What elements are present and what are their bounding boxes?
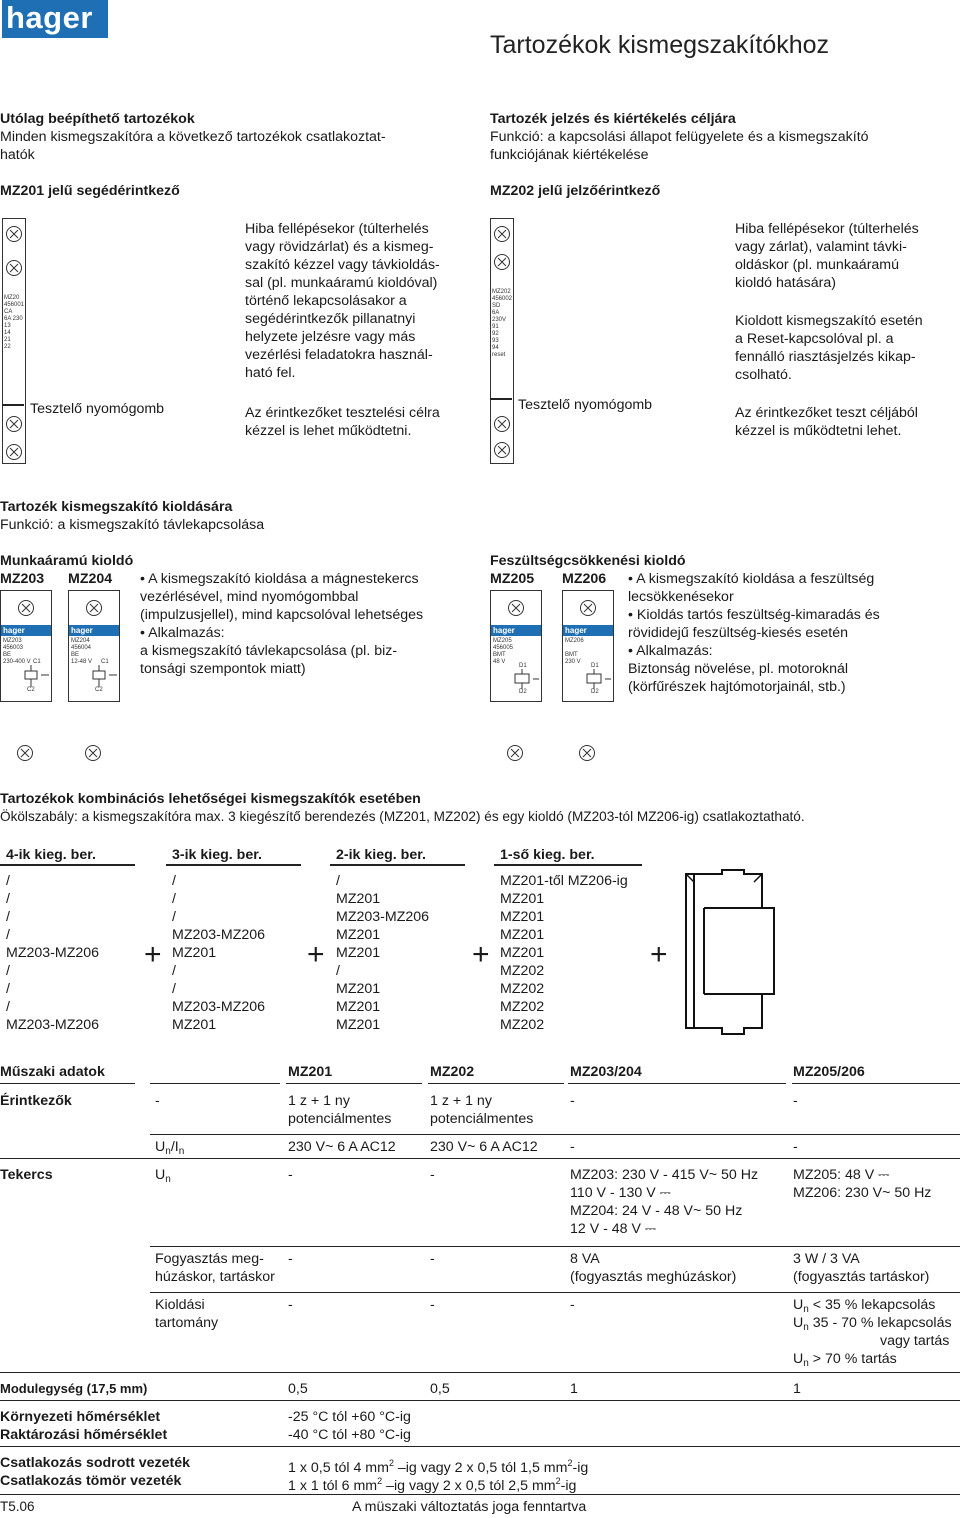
plus-sign: + (650, 938, 668, 971)
screw-icon (5, 225, 23, 243)
coil-symbol-icon (21, 665, 51, 687)
col-header-1st: 1-ső kieg. ber. (500, 847, 595, 863)
coil-terminal: C1 (33, 659, 41, 665)
screw-icon (85, 599, 103, 617)
mz201-description: Hiba fellépésekor (túlterhelés vagy rövidzárlat) és a kismeg- szakító kézzel vagy távkioldás- sal (pl. munkaáramú kioldóval) történő lekapcsolásakor a segédérintkezők pillanatnyi helyzete jelzésre vagy más vezérlési feladatokra használ- ható fel. (245, 221, 440, 381)
screw-icon (507, 599, 525, 617)
hager-tag: hager (491, 625, 541, 636)
combo-col-2nd: / MZ201 MZ203-MZ206 MZ201 MZ201 / MZ201 MZ201 MZ201 (336, 873, 430, 1033)
coil-terminal: D1 (519, 663, 527, 669)
undervoltage-bullets: • A kismegszakító kioldása a feszültség lecsökkenésekor • Kioldás tartós feszültség-kimaradás és rövididejű feszültség-kiesés esetén • Alkalmazás: Biztonság növelése, pl. motoroknál (körfűrészek hajtómotorjainál, stb.) (628, 571, 880, 695)
row-range-label: Kioldási tartomány (155, 1297, 219, 1331)
hager-logo: hager (2, 0, 108, 38)
mz201-test-button-label: Tesztelő nyomógomb (30, 401, 165, 417)
range-mz203-204: - (570, 1297, 575, 1313)
un-in-mz205: - (793, 1139, 798, 1155)
left-intro: Minden kismegszakítóra a következő tartozékok csatlakoztat- hatók (0, 129, 386, 163)
hager-tag: hager (69, 625, 119, 636)
col-header-4th: 4-ik kieg. ber. (6, 847, 96, 863)
mz202-test-button-label: Tesztelő nyomógomb (518, 397, 653, 413)
coil-terminal: C2 (95, 687, 103, 693)
mz201-test-note: Az érintkezőket tesztelési célra kézzel is lehet működtetni. (245, 405, 440, 439)
row-un-label: $U_n$ (155, 1167, 171, 1185)
combo-col-4th: / / / / MZ203-MZ206 / / / MZ203-MZ206 (6, 873, 100, 1033)
release-intro: Funkció: a kismegszakító távlekapcsolása (0, 517, 265, 533)
mz205-module-label: MZ205 456005 BMT 48 V (493, 638, 514, 665)
specs-col-mz202: MZ202 (430, 1064, 475, 1080)
contacts-cell-mz202: 1 z + 1 ny potenciálmentes (430, 1093, 534, 1127)
screw-icon (84, 744, 102, 762)
specs-col-mz201: MZ201 (288, 1064, 333, 1080)
coil-symbol-icon (511, 669, 541, 689)
screw-icon (506, 744, 524, 762)
shunt-trip-bullets: • A kismegszakító kioldása a mágnestekercs vezérlésével, mind nyomógombbal (impulzusjellel), mind kapcsolóval lehetséges • Alkalmazás: a kismegszakító távlekapcsolása (pl. biz- tonsági szempontok miatt) (140, 571, 424, 677)
contacts-cell-mz201: 1 z + 1 ny potenciálmentes (288, 1093, 392, 1127)
right-intro: Funkció: a kapcsolási állapot felügyelete és a kismegszakító funkciójának kiértékelése (490, 129, 869, 163)
mz203-title: MZ203 (0, 571, 45, 587)
consumption-mz205-206: 3 W / 3 VA (fogyasztás tartáskor) (793, 1251, 930, 1285)
release-heading: Tartozék kismegszakító kioldására (0, 499, 233, 515)
mz204-title: MZ204 (68, 571, 113, 587)
page-number: T5.06 (0, 1499, 35, 1514)
left-heading: Utólag beépíthető tartozékok (0, 111, 195, 127)
screw-icon (493, 415, 511, 433)
screw-icon (579, 599, 597, 617)
row-module-label: Modulegység (17,5 mm) (0, 1381, 148, 1396)
mz201-subheading: MZ201 jelű segédérintkező (0, 183, 180, 199)
row-coil-label: Tekercs (0, 1167, 53, 1183)
mz205-title: MZ205 (490, 571, 535, 587)
screw-icon (493, 441, 511, 459)
mz202-reset-description: Kioldott kismegszakító esetén a Reset-kapcsolóval pl. a fennálló riasztásjelzés kikap- csolható. (735, 313, 923, 383)
coil-mz203-204: MZ203: 230 V - 415 V~ 50 Hz 110 V - 130 V ⎓ MZ204: 24 V - 48 V~ 50 Hz 12 V - 48 V ⎓ (570, 1167, 759, 1237)
screw-icon (5, 415, 23, 433)
coil-terminal: C1 (101, 659, 109, 665)
screw-icon (578, 744, 596, 762)
row-cable-label: Csatlakozás sodrott vezeték Csatlakozás tömör vezeték (0, 1455, 191, 1489)
module-mz202: 0,5 (430, 1381, 450, 1397)
mz202-module-label: MZ202 456002 SD 6A 230V 91 92 93 94 reset (492, 289, 513, 358)
page-title: Tartozékok kismegszakítókhoz (490, 31, 830, 59)
module-mz201: 0,5 (288, 1381, 308, 1397)
plus-sign: + (472, 938, 490, 971)
contacts-cell-mz205: - (793, 1093, 798, 1109)
test-button-marker (490, 398, 512, 400)
mz202-module-drawing (490, 218, 514, 464)
range-mz201: - (288, 1297, 293, 1313)
module-mz205-206: 1 (793, 1381, 801, 1397)
mz202-description: Hiba fellépésekor (túlterhelés vagy zárlat), valamint távki- oldáskor (pl. munkaáramú kioldó hatására) (735, 221, 919, 291)
plus-sign: + (144, 938, 162, 971)
env-values: -25 °C tól +60 °C-ig -40 °C tól +80 °C-ig (288, 1409, 411, 1443)
row-env-label: Környezeti hőmérséklet Raktározási hőmérséklet (0, 1409, 168, 1443)
contacts-cell-mz203: - (570, 1093, 575, 1109)
mz206-module-drawing (562, 590, 614, 702)
coil-terminal: C2 (27, 687, 35, 693)
mz203-module-label: MZ203 456003 BE 230-400 V (3, 638, 31, 665)
row-consumption-label: Fogyasztás meg- húzáskor, tartáskor (155, 1251, 275, 1285)
mz202-test-note: Az érintkezőket teszt céljából kézzel is működtetni lehet. (735, 405, 918, 439)
shunt-trip-subheading: Munkaáramú kioldó (0, 553, 134, 569)
mz202-subheading: MZ202 jelű jelzőérintkező (490, 183, 661, 199)
consumption-mz201: - (288, 1251, 293, 1267)
combination-rule: Ökölszabály: a kismegszakítóra max. 3 kiegészítő berendezés (MZ201, MZ202) és egy kioldó (MZ203-tól MZ206-ig) csatlakoztatható. (0, 809, 805, 824)
row-contacts-label: Érintkezők (0, 1093, 72, 1109)
range-mz205-206-line2: $U_n$ 35 - 70 % lekapcsolás (793, 1315, 952, 1333)
coil-mz201: - (288, 1167, 293, 1183)
col-header-2nd: 2-ik kieg. ber. (336, 847, 426, 863)
range-mz205-206-line4: $U_n > 70$ % tartás (793, 1351, 897, 1369)
mz201-module-label: MZ20 456001 CA 6A 230 13 14 21 22 (4, 295, 25, 350)
circuit-breaker-illustration (682, 868, 778, 1036)
consumption-mz202: - (430, 1251, 435, 1267)
mz204-module-drawing (68, 590, 120, 702)
combo-col-3rd: / / / MZ203-MZ206 MZ201 / / MZ203-MZ206 MZ201 (172, 873, 266, 1033)
range-mz205-206-line1: $U_n < 35$ % lekapcsolás (793, 1297, 936, 1315)
un-in-mz203: - (570, 1139, 575, 1155)
right-heading: Tartozék jelzés és kiértékelés céljára (490, 111, 736, 127)
coil-symbol-icon (583, 669, 613, 689)
undervoltage-subheading: Feszültségcsökkenési kioldó (490, 553, 686, 569)
coil-terminal: D1 (591, 663, 599, 669)
module-mz203-204: 1 (570, 1381, 578, 1397)
range-mz202: - (430, 1297, 435, 1313)
hager-tag: hager (563, 625, 613, 636)
combination-heading: Tartozékok kombinációs lehetőségei kismegszakítók esetében (0, 791, 421, 807)
combo-col-1st: MZ201-től MZ206-ig MZ201 MZ201 MZ201 MZ201 MZ202 MZ202 MZ202 MZ202 (500, 873, 628, 1033)
footer-note: A müszaki változtatás joga fenntartva (352, 1499, 587, 1515)
col-header-3rd: 3-ik kieg. ber. (172, 847, 262, 863)
coil-terminal: D2 (591, 689, 599, 695)
hager-tag: hager (1, 625, 51, 636)
cable-stranded: 1 x 0,5 tól 4 $mm^2$ –ig vagy 2 x 0,5 tól 1,5 $mm^2-ig$ (288, 1458, 589, 1476)
un-in-mz201: 230 V~ 6 A AC12 (288, 1139, 396, 1155)
mz204-module-label: MZ204 456004 BE 12-48 V (71, 638, 93, 665)
mz206-module-label: MZ206 BMT 230 V (565, 638, 584, 665)
screw-icon (16, 744, 34, 762)
coil-mz205-206: MZ205: 48 V ⎓ MZ206: 230 V~ 50 Hz (793, 1167, 932, 1201)
mz201-module-drawing (2, 218, 26, 464)
mz206-title: MZ206 (562, 571, 607, 587)
consumption-mz203-204: 8 VA (fogyasztás meghúzáskor) (570, 1251, 737, 1285)
row-un-in-label: $U_n/I_n$ (155, 1139, 185, 1157)
un-in-mz202: 230 V~ 6 A AC12 (430, 1139, 538, 1155)
screw-icon (17, 599, 35, 617)
coil-terminal: D2 (519, 689, 527, 695)
screw-icon (5, 259, 23, 277)
range-mz205-206-line3: vagy tartás (880, 1333, 950, 1349)
specs-col-mz203-204: MZ203/204 (570, 1064, 642, 1080)
screw-icon (493, 225, 511, 243)
screw-icon (493, 253, 511, 271)
mz205-module-drawing (490, 590, 542, 702)
coil-mz202: - (430, 1167, 435, 1183)
specs-col-mz205-206: MZ205/206 (793, 1064, 865, 1080)
screw-icon (5, 443, 23, 461)
mz203-module-drawing (0, 590, 52, 702)
specs-title: Műszaki adatok (0, 1064, 105, 1080)
plus-sign: + (307, 938, 325, 971)
test-button-marker (2, 404, 24, 406)
coil-symbol-icon (89, 665, 119, 687)
cable-solid: 1 x 1 tól 6 $mm^2$ –ig vagy 2 x 0,5 tól 2,5 $mm^2-ig$ (288, 1476, 577, 1494)
contacts-cell: - (155, 1093, 160, 1109)
